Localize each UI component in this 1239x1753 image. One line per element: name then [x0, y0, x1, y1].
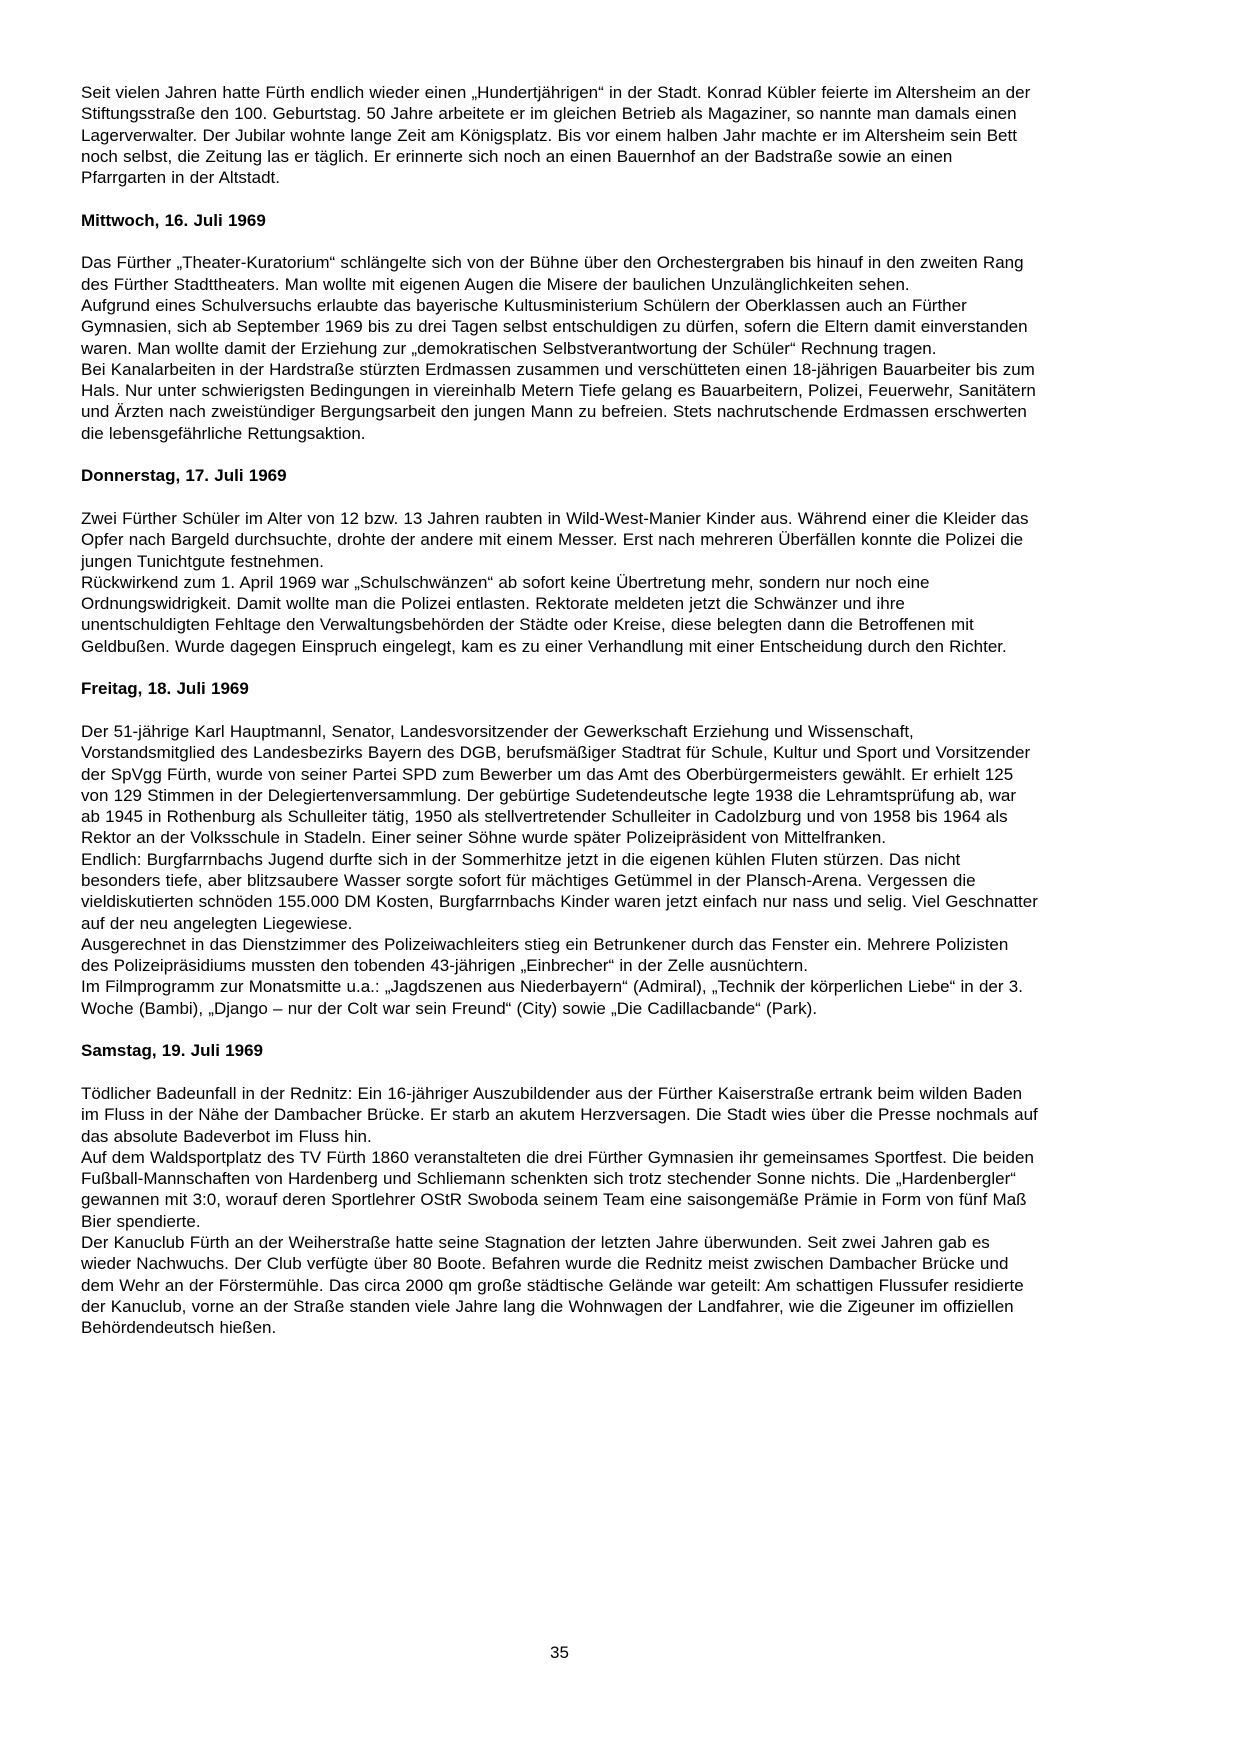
paragraph: Bei Kanalarbeiten in der Hardstraße stürzten Erdmassen zusammen und verschütteten einen 18-jährigen Bauarbeiter bis zum Hals. Nur unter schwierigsten Bedingungen in viereinhalb Metern Tiefe gelang es Bauarbeitern, Polizei, Feuerwehr, Sanitätern und Ärzten nach zweistündiger Bergungsarbeit den jungen Mann zu befreien. Stets nachrutschende Erdmassen erschwerten die lebensgefährliche Rettungsaktion.: [81, 359, 1036, 443]
document-content: [81, 82, 1038, 1339]
paragraph: Tödlicher Badeunfall in der Rednitz: Ein 16-jähriger Auszubildender aus der Fürther Kaiserstraße ertrank beim wilden Baden im Fluss in der Nähe der Dambacher Brücke. Er starb an akutem Herzversagen. Die Stadt wies über die Presse nochmals auf das absolute Badeverbot im Fluss hin.: [81, 1083, 1038, 1146]
paragraph: Der Kanuclub Fürth an der Weiherstraße hatte seine Stagnation der letzten Jahre überwunden. Seit zwei Jahren gab es wieder Nachwuchs. Der Club verfügte über 80 Boote. Befahren wurde die Rednitz meist zwischen Dambacher Brücke und dem Wehr an der Förstermühle. Das circa 2000 qm große städtische Gelände war geteilt: Am schattigen Flussufer residierte der Kanuclub, vorne an der Straße standen viele Jahre lang die Wohnwagen der Landfahrer, wie die Zigeuner im offiziellen Behördendeutsch hießen.: [81, 1233, 1024, 1338]
paragraph: Rückwirkend zum 1. April 1969 war „Schulschwänzen“ ab sofort keine Übertretung mehr, sondern nur noch eine Ordnungswidrigkeit. Damit wollte man die Polizei entlasten. Rektorate meldeten jetzt die Schwänzer und ihre unentschuldigten Fehltage den Verwaltungsbehörden der Städte oder Kreise, diese belegten dann die Betroffenen mit Geldbußen. Wurde dagegen Einspruch eingelegt, kam es zu einer Verhandlung mit einer Entscheidung durch den Richter.: [81, 572, 1007, 656]
paragraph: Seit vielen Jahren hatte Fürth endlich wieder einen „Hundertjährigen“ in der Stadt. Konrad Kübler feierte im Altersheim an der Stiftungsstraße den 100. Geburtstag. 50 Jahre arbeitete er im gleichen Betrieb als Magaziner, so nannte man damals einen Lagerverwalter. Der Jubilar wohnte lange Zeit am Königsplatz. Bis vor einem halben Jahr machte er im Altersheim sein Bett noch selbst, die Zeitung las er täglich. Er erinnerte sich noch an einen Bauernhof an der Badstraße sowie an einen Pfarrgarten in der Altstadt.: [81, 83, 1031, 188]
paragraph: Endlich: Burgfarrnbachs Jugend durfte sich in der Sommerhitze jetzt in die eigenen kühlen Fluten stürzen. Das nicht besonders tiefe, aber blitzsaubere Wasser sorgte sofort für mächtiges Getümmel in der Plansch-Arena. Vergessen die vieldiskutierten schnöden 155.000 DM Kosten, Burgfarrnbachs Kinder waren jetzt einfach nur nass und selig. Viel Geschnatter auf der neu angelegten Liegewiese.: [81, 849, 1038, 933]
section-heading: Mittwoch, 16. Juli 1969: [81, 210, 266, 230]
paragraph: Im Filmprogramm zur Monatsmitte u.a.: „Jagdszenen aus Niederbayern“ (Admiral), „Technik der körperlichen Liebe“ in der 3. Woche (Bambi), „Django – nur der Colt war sein Freund“ (City) sowie „Die Cadillacbande“ (Park).: [81, 977, 1023, 1018]
section-heading: Samstag, 19. Juli 1969: [81, 1041, 263, 1061]
page-number: 35: [550, 1643, 569, 1662]
paragraph: Aufgrund eines Schulversuchs erlaubte das bayerische Kultusministerium Schülern der Oberklassen auch an Fürther Gymnasien, sich ab September 1969 bis zu drei Tagen selbst entschuldigen zu dürfen, sofern die Eltern damit einverstanden waren. Man wollte damit der Erziehung zur „demokratischen Selbstverantwortung der Schüler“ Rechnung tragen.: [81, 295, 1028, 358]
paragraph: Auf dem Waldsportplatz des TV Fürth 1860 veranstalteten die drei Fürther Gymnasien ihr gemeinsames Sportfest. Die beiden Fußball-Mannschaften von Hardenberg und Schliemann schenkten sich trotz stechender Sonne nichts. Die „Hardenbergler“ gewannen mit 3:0, worauf deren Sportlehrer OStR Swoboda seinem Team eine saisongemäße Prämie in Form von fünf Maß Bier spendierte.: [81, 1147, 1034, 1231]
section-heading: Donnerstag, 17. Juli 1969: [81, 466, 287, 486]
paragraph: Das Fürther „Theater-Kuratorium“ schlängelte sich von der Bühne über den Orchestergraben bis hinauf in den zweiten Rang des Fürther Stadttheaters. Man wollte mit eigenen Augen die Misere der baulichen Unzulänglichkeiten sehen.: [81, 253, 1024, 294]
section-heading: Freitag, 18. Juli 1969: [81, 679, 249, 699]
paragraph: Zwei Fürther Schüler im Alter von 12 bzw. 13 Jahren raubten in Wild-West-Manier Kinder aus. Während einer die Kleider das Opfer nach Bargeld durchsuchte, drohte der andere mit einem Messer. Erst nach mehreren Überfällen konnte die Polizei die jungen Tunichtgute festnehmen.: [81, 508, 1029, 571]
paragraph: Der 51-jährige Karl Hauptmannl, Senator, Landesvorsitzender der Gewerkschaft Erziehung und Wissenschaft, Vorstandsmitglied des Landesbezirks Bayern des DGB, berufsmäßiger Stadtrat für Schule, Kultur und Sport und Vorsitzender der SpVgg Fürth, wurde von seiner Partei SPD zum Bewerber um das Amt des Oberbürgermeisters gewählt. Er erhielt 125 von 129 Stimmen in der Delegiertenversammlung. Der gebürtige Sudetendeutsche legte 1938 die Lehramtsprüfung ab, war ab 1945 in Rothenburg als Schulleiter tätig, 1950 als stellvertretender Schulleiter in Cadolzburg und von 1958 bis 1964 als Rektor an der Volksschule in Stadeln. Einer seiner Söhne wurde später Polizeipräsident von Mittelfranken.: [81, 721, 1031, 848]
paragraph: Ausgerechnet in das Dienstzimmer des Polizeiwachleiters stieg ein Betrunkener durch das Fenster ein. Mehrere Polizisten des Polizeipräsidiums mussten den tobenden 43-jährigen „Einbrecher“ in der Zelle ausnüchtern.: [81, 934, 1009, 976]
